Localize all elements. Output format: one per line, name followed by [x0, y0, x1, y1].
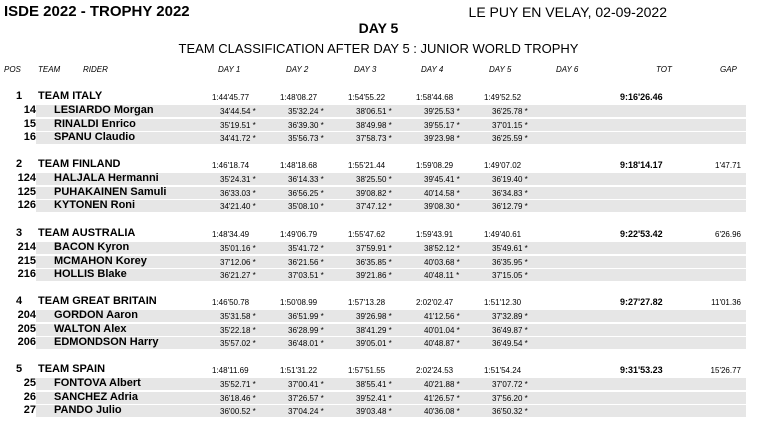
rider-day-time: 35'41.72 * [288, 244, 324, 253]
rider-day-time: 39'03.48 * [356, 407, 392, 416]
rider-day-time: 35'31.58 * [220, 312, 256, 321]
rider-name: SPANU Claudio [54, 131, 136, 143]
team-total-time: 9:31'53.23 [620, 365, 663, 375]
rider-day-time: 36'21.56 * [288, 257, 324, 267]
rider-name: PUHAKAINEN Samuli [54, 185, 167, 198]
rider-day-time: 39'08.82 * [356, 188, 392, 198]
col-header-team: TEAM [38, 65, 61, 74]
rider-name: GORDON Aaron [54, 309, 138, 321]
rider-day-time: 37'12.06 * [220, 257, 256, 267]
rider-name: PANDO Julio [54, 404, 122, 416]
team-day-time: 1:48'18.68 [280, 161, 318, 170]
team-name: TEAM GREAT BRITAIN [38, 295, 157, 307]
team-day-time: 1:50'08.99 [280, 298, 318, 307]
team-day-time: 1:49'06.79 [280, 230, 318, 239]
col-header-rider: RIDER [83, 65, 108, 74]
team-day-time: 1:49'52.52 [484, 93, 522, 102]
rider-name: RINALDI Enrico [54, 117, 136, 130]
team-day-time: 1:57'51.55 [348, 366, 386, 375]
team-total-time: 9:22'53.42 [620, 229, 663, 239]
rider-day-time: 36'33.03 * [220, 188, 256, 198]
rider-day-time: 35'57.02 * [220, 339, 256, 348]
team-day-time: 1:55'47.62 [348, 230, 386, 239]
rider-name: EDMONDSON Harry [54, 336, 159, 348]
rider-day-time: 36'21.27 * [220, 271, 256, 280]
team-day-time: 1:51'31.22 [280, 366, 318, 375]
rider-day-time: 35'56.73 * [288, 134, 324, 143]
rider-number: 124 [17, 172, 36, 184]
rider-day-time: 39'05.01 * [356, 339, 392, 348]
rider-number: 126 [17, 199, 36, 211]
team-name: TEAM AUSTRALIA [38, 227, 136, 239]
rider-name: BACON Kyron [54, 241, 130, 253]
rider-day-time: 36'39.30 * [288, 120, 324, 130]
rider-day-time: 37'56.20 * [492, 393, 528, 403]
rider-day-time: 37'26.57 * [288, 393, 324, 403]
team-day-time: 1:48'11.69 [212, 366, 249, 375]
rider-day-time: 40'03.68 * [424, 257, 460, 267]
rider-day-time: 36'25.78 * [492, 107, 528, 116]
team-name: TEAM FINLAND [38, 158, 121, 170]
rider-day-time: 38'52.12 * [424, 244, 460, 253]
rider-number: 15 [23, 117, 36, 130]
rider-day-time: 37'47.12 * [356, 202, 392, 211]
col-header-day6: DAY 6 [556, 65, 579, 74]
rider-day-time: 37'59.91 * [356, 244, 392, 253]
event-title: ISDE 2022 - TROPHY 2022 [4, 3, 190, 20]
team-day-time: 1:55'21.44 [348, 161, 386, 170]
team-total-time: 9:16'26.46 [620, 92, 663, 102]
team-gap: 1'47.71 [715, 161, 741, 170]
team-day-time: 1:51'54.24 [484, 366, 522, 375]
rider-name: HOLLIS Blake [54, 268, 127, 280]
rider-number: 25 [23, 377, 36, 389]
rider-day-time: 35'32.24 * [288, 107, 324, 116]
rider-day-time: 37'15.05 * [492, 271, 528, 280]
rider-day-time: 40'48.87 * [424, 339, 460, 348]
rider-day-time: 36'49.87 * [492, 325, 528, 335]
team-gap: 15'26.77 [710, 366, 741, 375]
rider-number: 27 [23, 404, 36, 416]
rider-day-time: 36'14.33 * [288, 175, 324, 184]
rider-day-time: 37'07.72 * [492, 380, 528, 389]
rider-day-time: 35'08.10 * [288, 202, 324, 211]
team-day-time: 1:49'40.61 [484, 230, 522, 239]
rider-day-time: 37'00.41 * [288, 380, 324, 389]
day-title: DAY 5 [358, 20, 399, 36]
rider-day-time: 36'18.46 * [220, 393, 256, 403]
team-position: 2 [16, 158, 23, 170]
team-day-time: 1:58'44.68 [416, 93, 454, 102]
team-name: TEAM ITALY [38, 90, 103, 102]
rider-day-time: 38'55.41 * [356, 380, 392, 389]
rider-name: HALJALA Hermanni [54, 172, 159, 184]
rider-name: WALTON Alex [54, 322, 127, 335]
team-position: 3 [16, 227, 23, 239]
rider-day-time: 37'04.24 * [288, 407, 324, 416]
rider-day-time: 38'25.50 * [356, 175, 392, 184]
team-day-time: 1:46'50.78 [212, 298, 250, 307]
team-position: 1 [16, 90, 23, 102]
rider-day-time: 39'23.98 * [424, 134, 460, 143]
rider-day-time: 39'25.53 * [424, 107, 460, 116]
rider-day-time: 36'19.40 * [492, 175, 528, 184]
rider-number: 214 [17, 241, 36, 253]
rider-day-time: 37'58.73 * [356, 134, 392, 143]
team-day-time: 1:44'45.77 [212, 93, 250, 102]
rider-day-time: 39'26.98 * [356, 312, 392, 321]
team-day-time: 1:59'08.29 [416, 161, 454, 170]
team-day-time: 1:48'34.49 [212, 230, 250, 239]
rider-day-time: 37'32.89 * [492, 312, 528, 321]
team-day-time: 2:02'02.47 [416, 298, 454, 307]
rider-day-time: 40'01.04 * [424, 325, 460, 335]
rider-number: 26 [23, 390, 36, 403]
rider-day-time: 39'21.86 * [356, 271, 392, 280]
col-header-day5: DAY 5 [489, 65, 512, 74]
rider-day-time: 34'41.72 * [220, 134, 256, 143]
col-header-pos: POS [4, 65, 21, 74]
location-date: LE PUY EN VELAY, 02-09-2022 [468, 4, 667, 20]
rider-day-time: 36'35.85 * [356, 257, 392, 267]
rider-day-time: 41'26.57 * [424, 393, 460, 403]
rider-day-time: 36'49.54 * [492, 339, 528, 348]
team-day-time: 1:46'18.74 [212, 161, 250, 170]
rider-day-time: 39'52.41 * [356, 393, 392, 403]
col-header-day4: DAY 4 [421, 65, 444, 74]
rider-day-time: 36'34.83 * [492, 188, 528, 198]
team-day-time: 1:48'08.27 [280, 93, 318, 102]
team-position: 4 [16, 295, 23, 307]
rider-day-time: 36'50.32 * [492, 407, 528, 416]
rider-day-time: 35'19.51 * [220, 120, 256, 130]
rider-number: 204 [17, 309, 36, 321]
col-header-day3: DAY 3 [354, 65, 377, 74]
rider-day-time: 35'22.18 * [220, 325, 256, 335]
rider-day-time: 40'36.08 * [424, 407, 460, 416]
rider-day-time: 40'21.88 * [424, 380, 460, 389]
team-total-time: 9:27'27.82 [620, 297, 663, 307]
rider-number: 216 [17, 268, 36, 280]
rider-day-time: 38'49.98 * [356, 120, 392, 130]
team-gap: 11'01.36 [711, 298, 741, 307]
rider-name: FONTOVA Albert [54, 377, 141, 389]
team-total-time: 9:18'14.17 [620, 160, 663, 170]
team-position: 5 [16, 363, 23, 375]
rider-day-time: 39'45.41 * [424, 175, 460, 184]
rider-day-time: 36'51.99 * [288, 312, 324, 321]
team-day-time: 1:49'07.02 [484, 161, 522, 170]
rider-day-time: 36'00.52 * [220, 407, 256, 416]
rider-day-time: 36'35.95 * [492, 257, 528, 267]
team-day-time: 2:02'24.53 [416, 366, 454, 375]
rider-day-time: 40'14.58 * [424, 188, 460, 198]
rider-day-time: 41'12.56 * [424, 312, 460, 321]
rider-day-time: 36'12.79 * [492, 202, 528, 211]
rider-day-time: 39'08.30 * [424, 202, 460, 211]
rider-day-time: 38'41.29 * [356, 325, 392, 335]
rider-day-time: 34'44.54 * [220, 107, 256, 116]
col-header-tot: TOT [656, 65, 672, 74]
rider-number: 205 [17, 322, 36, 335]
col-header-gap: GAP [720, 65, 737, 74]
rider-number: 14 [23, 104, 36, 116]
rider-name: MCMAHON Korey [54, 254, 147, 267]
rider-number: 215 [17, 254, 36, 267]
team-day-time: 1:54'55.22 [348, 93, 386, 102]
rider-day-time: 36'25.59 * [492, 134, 528, 143]
rider-day-time: 36'48.01 * [288, 339, 324, 348]
rider-day-time: 35'52.71 * [220, 380, 256, 389]
rider-number: 16 [23, 131, 36, 143]
team-name: TEAM SPAIN [38, 363, 106, 375]
rider-name: SANCHEZ Adria [54, 390, 138, 403]
rider-name: KYTONEN Roni [54, 199, 136, 211]
rider-day-time: 35'49.61 * [492, 244, 528, 253]
team-day-time: 1:57'13.28 [348, 298, 386, 307]
team-day-time: 1:51'12.30 [484, 298, 522, 307]
rider-day-time: 37'01.15 * [492, 120, 528, 130]
team-day-time: 1:59'43.91 [416, 230, 454, 239]
classification-subtitle: TEAM CLASSIFICATION AFTER DAY 5 : JUNIOR WORLD TROPHY [178, 41, 579, 56]
rider-day-time: 40'48.11 * [424, 271, 460, 280]
team-gap: 6'26.96 [715, 230, 741, 239]
rider-day-time: 35'24.31 * [220, 175, 256, 184]
rider-day-time: 37'03.51 * [288, 271, 324, 280]
rider-day-time: 36'28.99 * [288, 325, 324, 335]
rider-name: LESIARDO Morgan [54, 104, 154, 116]
rider-day-time: 39'55.17 * [424, 120, 460, 130]
col-header-day2: DAY 2 [286, 65, 309, 74]
rider-day-time: 36'56.25 * [288, 188, 324, 198]
rider-day-time: 35'01.16 * [220, 244, 256, 253]
rider-number: 125 [17, 185, 36, 198]
rider-day-time: 34'21.40 * [220, 202, 256, 211]
col-header-day1: DAY 1 [218, 65, 241, 74]
rider-number: 206 [17, 336, 36, 348]
rider-day-time: 38'06.51 * [356, 107, 392, 116]
